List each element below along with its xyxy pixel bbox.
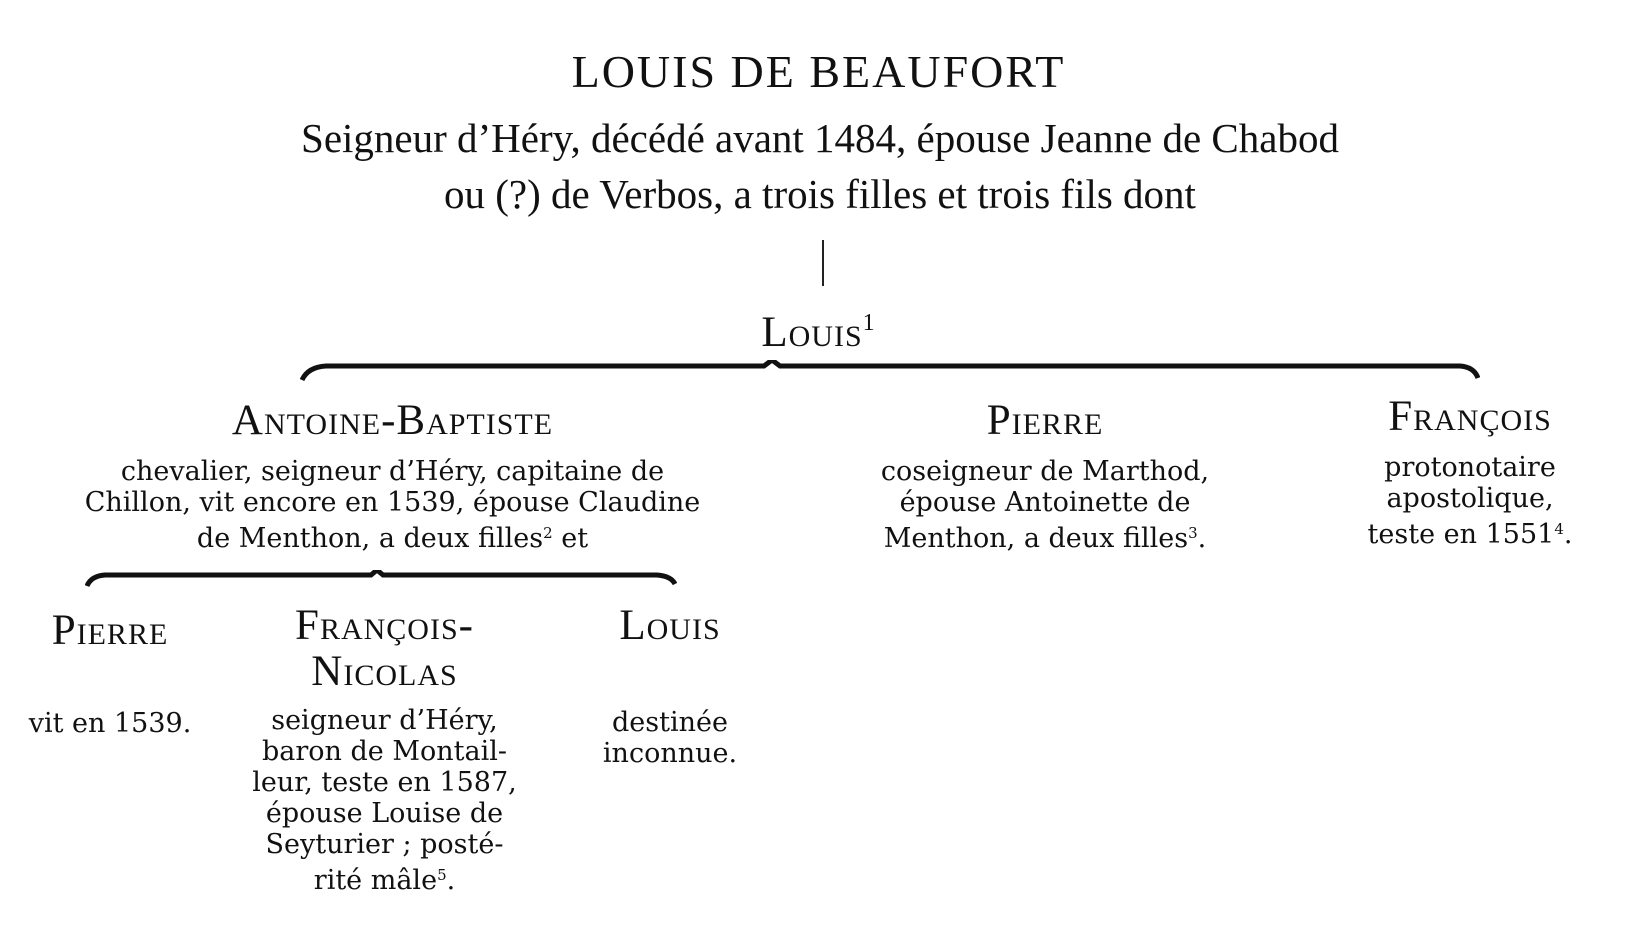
person-pierre-gen2: [820, 398, 1270, 554]
person-description: coseigneur de Marthod, épouse Antoinette de Menthon, a deux filles$^3$.: [880, 456, 1210, 554]
brace-gen2: [300, 360, 1480, 384]
footnote-marker: 2: [543, 524, 553, 542]
descent-line: [822, 240, 824, 286]
footnote-marker: 1: [862, 310, 876, 336]
person-name: François- Nicolas: [295, 602, 474, 695]
subtitle-line-2: ou (?) de Verbos, a trois filles et trois fils dont: [444, 171, 1196, 217]
person-francois-gen2: [1320, 394, 1620, 550]
brace-gen3: [85, 570, 677, 590]
subtitle: [90, 110, 1550, 222]
person-name: François: [1388, 393, 1552, 440]
person-name: Louis: [619, 602, 721, 649]
person-name: Pierre: [986, 397, 1104, 444]
person-description: seigneur d’Héry, baron de Montail- leur, teste en 1587, épouse Louise de Seyturier ; posté- rité mâle$^5$.: [252, 705, 517, 896]
person-description: vit en 1539.: [28, 708, 192, 739]
person-louis-gen3: [570, 603, 770, 769]
person-description: protonotaire apostolique, teste en 1551$^4$.: [1367, 452, 1573, 550]
person-description: destinée inconnue.: [602, 707, 738, 769]
footnote-marker: 5: [437, 866, 447, 884]
person-name: Pierre: [51, 607, 169, 654]
person-francois-nicolas: [222, 603, 547, 896]
page-title: LOUIS DE BEAUFORT: [571, 46, 1066, 97]
footnote-marker: 4: [1554, 520, 1564, 538]
person-name: Louis: [761, 309, 863, 356]
subtitle-line-1: Seigneur d’Héry, décédé avant 1484, épouse Jeanne de Chabod: [301, 115, 1339, 161]
person-description: chevalier, seigneur d’Héry, capitaine de Chillon, vit encore en 1539, épouse Claudine de Menthon, a deux filles$^2$ et: [84, 456, 701, 554]
footnote-marker: 3: [1188, 524, 1198, 542]
person-louis-gen1: [0, 300, 1637, 356]
person-name: Antoine-Baptiste: [231, 397, 554, 444]
person-antoine-baptiste: [20, 398, 765, 554]
person-pierre-gen3: [20, 608, 200, 739]
